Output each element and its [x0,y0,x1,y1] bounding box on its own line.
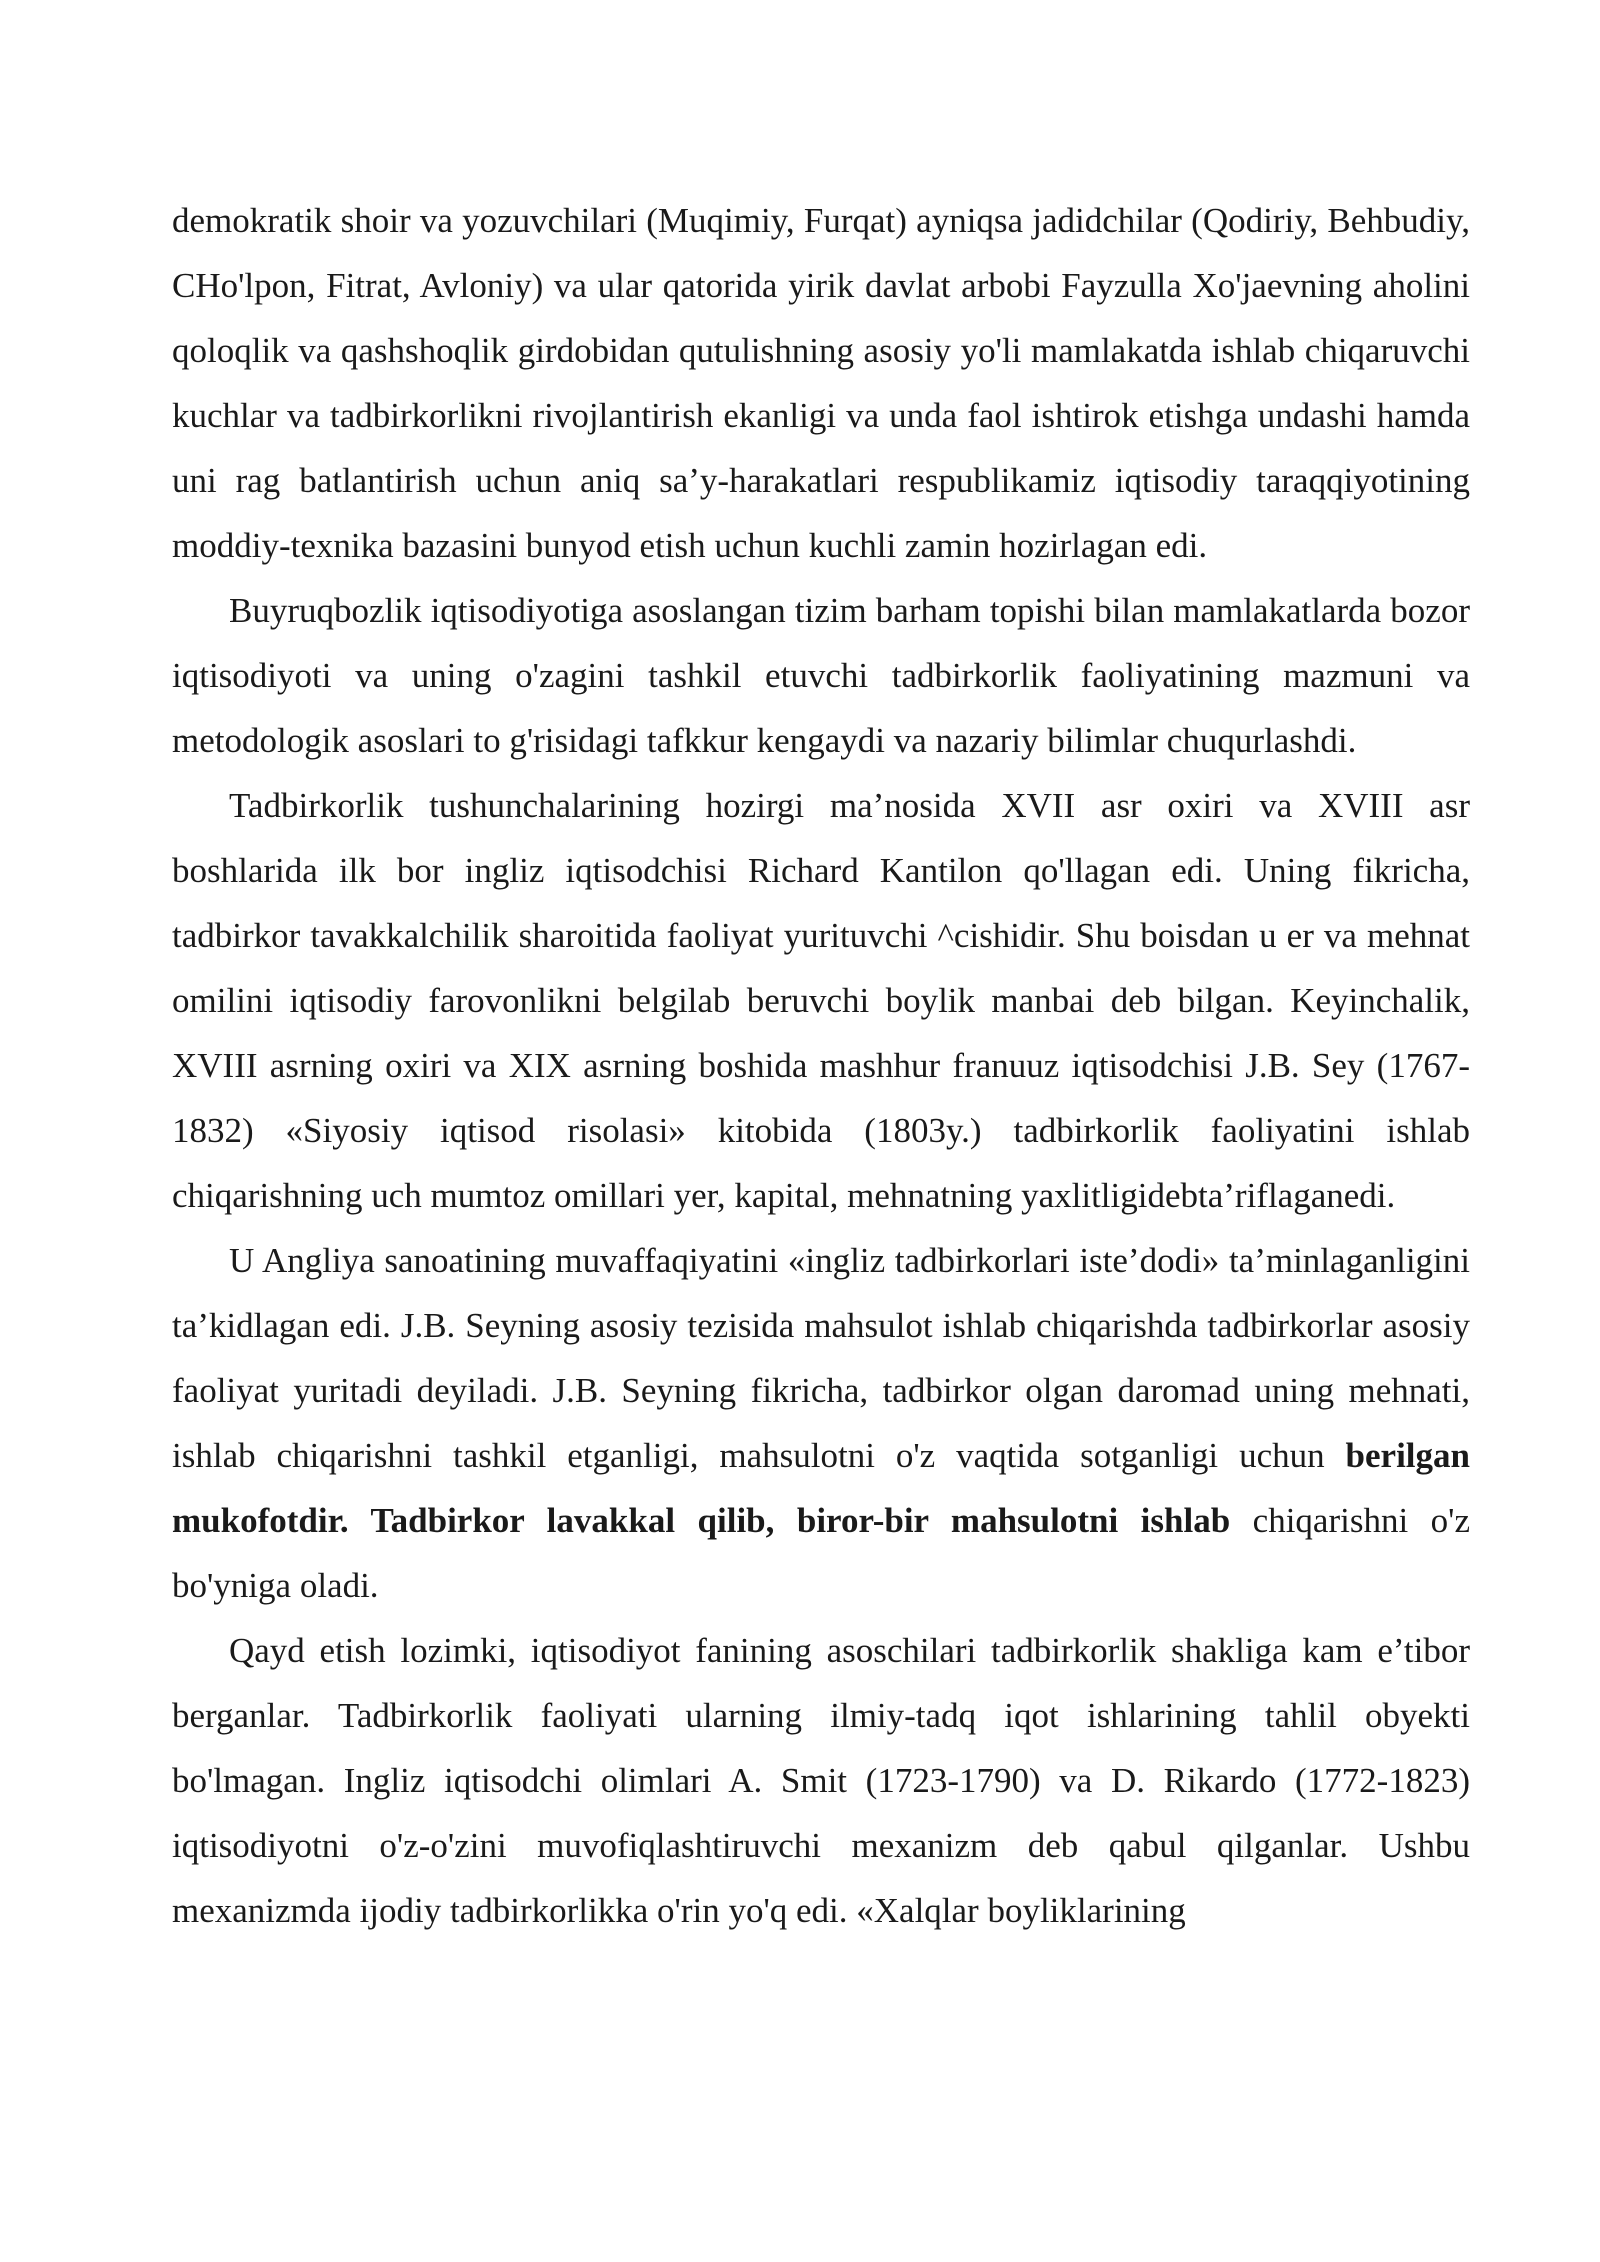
paragraph-3: Tadbirkorlik tushunchalarining hozirgi ma’nosida XVII asr oxiri va XVIII asr boshlarida ilk bor ingliz iqtisodchisi Richard Kantilon qo'llagan edi. Uning fikricha, tadbirkor tavakkalchilik sharoitida faoliyat yurituvchi ^cishidir. Shu boisdan u er va mehnat omilini iqtisodiy farovonlikni belgilab beruvchi boylik manbai deb bilgan. Keyinchalik, XVIII asrning oxiri va XIX asrning boshida mashhur franuuz iqtisodchisi J.B. Sey (1767-1832) «Siyosiy iqtisod risolasi» kitobida (1803y.) tadbirkorlik faoliyatini ishlab chiqarishning uch mumtoz omillari yer, kapital, mehnatning yaxlitligidebta’riflaganedi. [172,786,1470,1215]
document-page [172,188,1470,1943]
paragraph-4-text: U Angliya sanoatining muvaffaqiyatini «ingliz tadbirkorlari iste’dodi» ta’minlaganligini ta’kidlagan edi. J.B. Seyning asosiy tezisida mahsulot ishlab chiqarishda tadbirkorlar asosiy faoliyat yuritadi deyiladi. J.B. Seyning fikricha, tadbirkor olgan daromad uning mehnati, ishlab chiqarishni tashkil etganligi, mahsulotni o'z vaqtida sotganligi uchun [172,1241,1470,1475]
paragraph-2: Buyruqbozlik iqtisodiyotiga asoslangan tizim barham topishi bilan mamlakatlarda bozor iqtisodiyoti va uning o'zagini tashkil etuvchi tadbirkorlik faoliyatining mazmuni va metodologik asoslari to g'risidagi tafkkur kengaydi va nazariy bilimlar chuqurlashdi. [172,591,1470,760]
paragraph-4-bold-text: berilgan mukofotdir. Tadbirkor lavakkal qilib, biror-bir mahsulotni ishlab [172,1436,1470,1540]
paragraph-1: demokratik shoir va yozuvchilari (Muqimiy, Furqat) ayniqsa jadidchilar (Qodiriy, Behbudiy, CHo'lpon, Fitrat, Avloniy) va ular qatorida yirik davlat arbobi Fayzulla Xo'jaevning aholini qoloqlik va qashshoqlik girdobidan qutulishning asosiy yo'li mamlakatda ishlab chiqaruvchi kuchlar va tadbirkorlikni rivojlantirish ekanligi va unda faol ishtirok etishga undashi hamda uni rag batlantirish uchun aniq sa’y-harakatlari respublikamiz iqtisodiy taraqqiyotining moddiy-texnika bazasini bunyod etish uchun kuchli zamin hozirlagan edi. [172,201,1470,565]
paragraph-4-text-end: chiqarishni o'z bo'yniga oladi. [172,1501,1471,1605]
paragraph-5: Qayd etish lozimki, iqtisodiyot fanining asoschilari tadbirkorlik shakliga kam e’tibor berganlar. Tadbirkorlik faoliyati ularning ilmiy-tadq iqot ishlarining tahlil obyekti bo'lmagan. Ingliz iqtisodchi olimlari A. Smit (1723-1790) va D. Rikardo (1772-1823) iqtisodiyotni o'z-o'zini muvofiqlashtiruvchi mexanizm deb qabul qilganlar. Ushbu mexanizmda ijodiy tadbirkorlikka o'rin yo'q edi. «Xalqlar boyliklarining [172,1631,1470,1930]
paragraph-4 [172,1228,1470,1618]
